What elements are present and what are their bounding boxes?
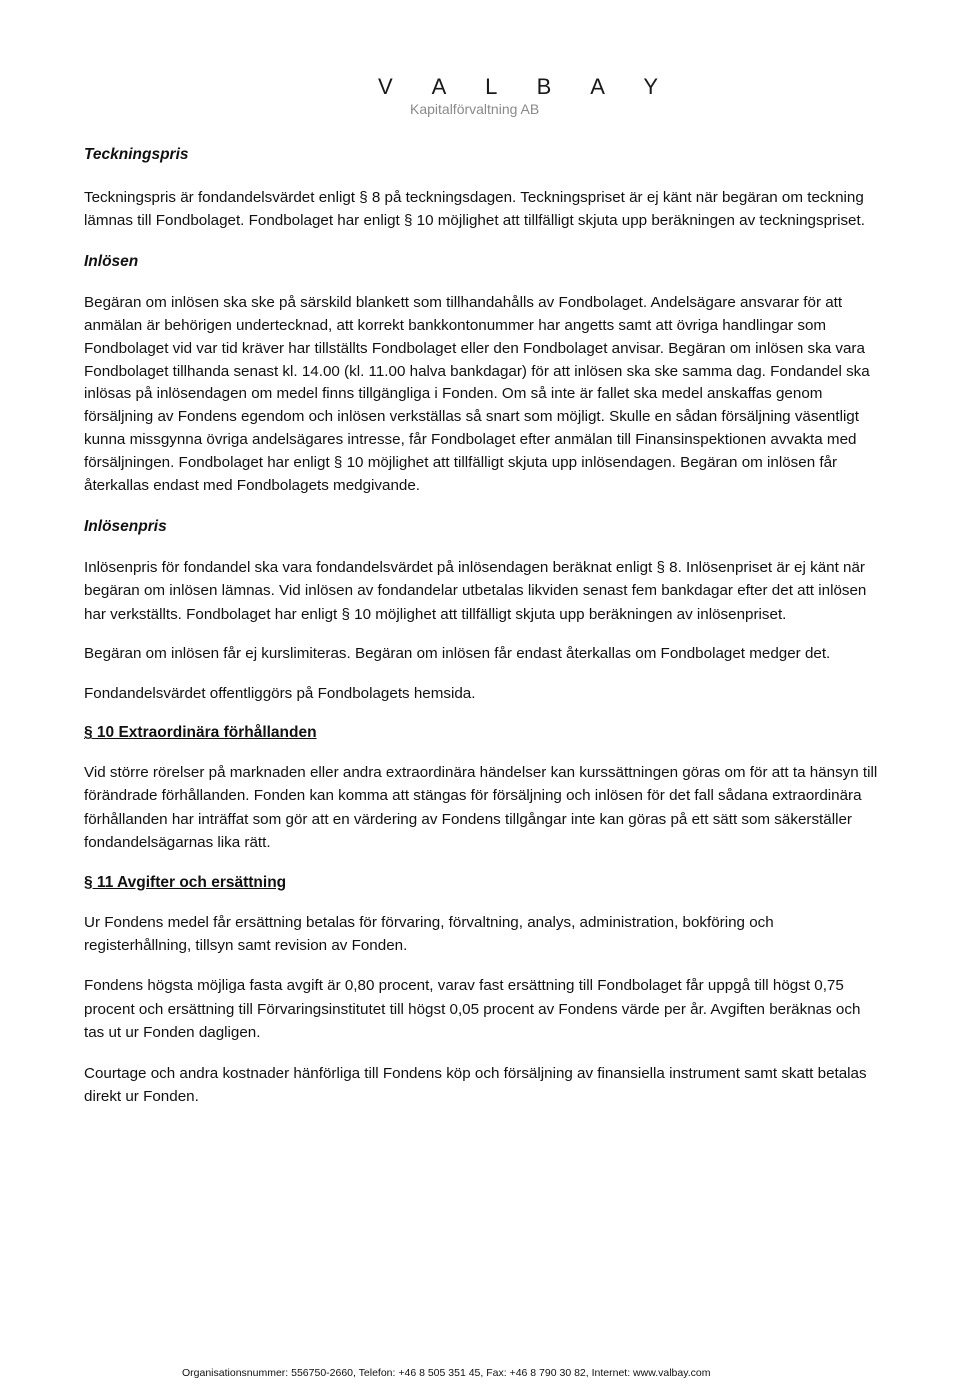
paragraph-inlosenpris-2: Begäran om inlösen får ej kurslimiteras. Begäran om inlösen får endast återkallas om Fondbolaget medger det. bbox=[84, 645, 831, 663]
paragraph-extraordinara: Vid större rörelser på marknaden eller andra extraordinära händelser kan kurssättningen göras om för att ta hänsyn till förändrade förhållanden. Fonden kan komma att stängas för försäljning och inlösen för det fall sådana extraordinära förhållanden har inträffat som gör att en värdering av Fondens tillgångar inte kan göras på ett sätt som säkerställer fondandelsägarnas lika rätt. bbox=[84, 764, 878, 852]
heading-avgifter: § 11 Avgifter och ersättning bbox=[84, 873, 287, 891]
heading-extraordinara: § 10 Extraordinära förhållanden bbox=[84, 724, 317, 741]
valbay-logo bbox=[378, 74, 676, 118]
page-footer: Organisationsnummer: 556750-2660, Telefon: +46 8 505 351 45, Fax: +46 8 790 30 82, Internet: www.valbay.com bbox=[182, 1367, 711, 1379]
logo-subtitle: Kapitalförvaltning AB bbox=[410, 101, 540, 117]
paragraph-avgifter-1: Ur Fondens medel får ersättning betalas för förvaring, förvaltning, analys, administration, bokföring och registerhållning, tillsyn samt revision av Fonden. bbox=[84, 913, 774, 955]
paragraph-inlosen: Begäran om inlösen ska ske på särskild blankett som tillhandahålls av Fondbolaget. Andelsägare ansvarar för att anmälan är behörigen undertecknad, att korrekt bankkontonummer har angetts samt att övriga handlingar som Fondbolaget vid var tid kräver har tillställts Fondbolaget eller den Fondbolaget anvisar. Begäran om inlösen ska vara Fondbolaget tillhanda senast kl. 14.00 (kl. 11.00 halva bankdagar) för att inlösen ska ske samma dag. Fondandel ska inlösas på inlösendagen om medel finns tillgängliga i Fonden. Om så inte är fallet ska medel anskaffas genom försäljning av Fondens egendom och inlösen verkställas så snart som möjligt. Skulle en sådan försäljning väsentligt kunna missgynna övriga andelsägares intresse, får Fondbolaget efter anmälan till Finansinspektionen avvakta med försäljningen. Fondbolaget har enligt § 10 möjlighet att tillfälligt skjuta upp inlösendagen. Begäran om inlösen får återkallas endast med Fondbolagets medgivande. bbox=[84, 293, 870, 495]
heading-inlosen: Inlösen bbox=[84, 252, 139, 270]
paragraph-teckningspris: Teckningspris är fondandelsvärdet enligt § 8 på teckningsdagen. Teckningspriset är ej känt när begäran om teckning lämnas till Fondbolaget. Fondbolaget har enligt § 10 möjlighet att tillfälligt skjuta upp beräkningen av teckningspriset. bbox=[84, 189, 865, 230]
paragraph-inlosenpris-1: Inlösenpris för fondandel ska vara fondandelsvärdet på inlösendagen beräknat enligt § 8. Inlösenpriset är ej känt när begäran om inlösen lämnas. Vid inlösen av fondandelar utbetalas likviden senast fem bankdagar efter det att inlösen har verkställts. Fondbolaget har enligt § 10 möjlighet att tillfälligt skjuta upp beräkningen av inlösenpriset. bbox=[84, 558, 867, 623]
heading-teckningspris: Teckningspris bbox=[84, 146, 189, 163]
document-body bbox=[84, 143, 884, 1108]
paragraph-avgifter-3: Courtage och andra kostnader hänförliga till Fondens köp och försäljning av finansiella instrument samt skatt betalas direkt ur Fonden. bbox=[84, 1064, 867, 1106]
paragraph-avgifter-2: Fondens högsta möjliga fasta avgift är 0,80 procent, varav fast ersättning till Fondbolaget får uppgå till högst 0,75 procent och ersättning till Förvaringsinstitutet till högst 0,05 procent av Fondens värde per år. Avgiften beräknas och tas ut ur Fonden dagligen. bbox=[84, 977, 861, 1042]
logo-wordmark: V A L B A Y bbox=[378, 74, 676, 99]
heading-inlosenpris: Inlösenpris bbox=[84, 517, 167, 535]
paragraph-inlosenpris-3: Fondandelsvärdet offentliggörs på Fondbolagets hemsida. bbox=[84, 684, 476, 702]
